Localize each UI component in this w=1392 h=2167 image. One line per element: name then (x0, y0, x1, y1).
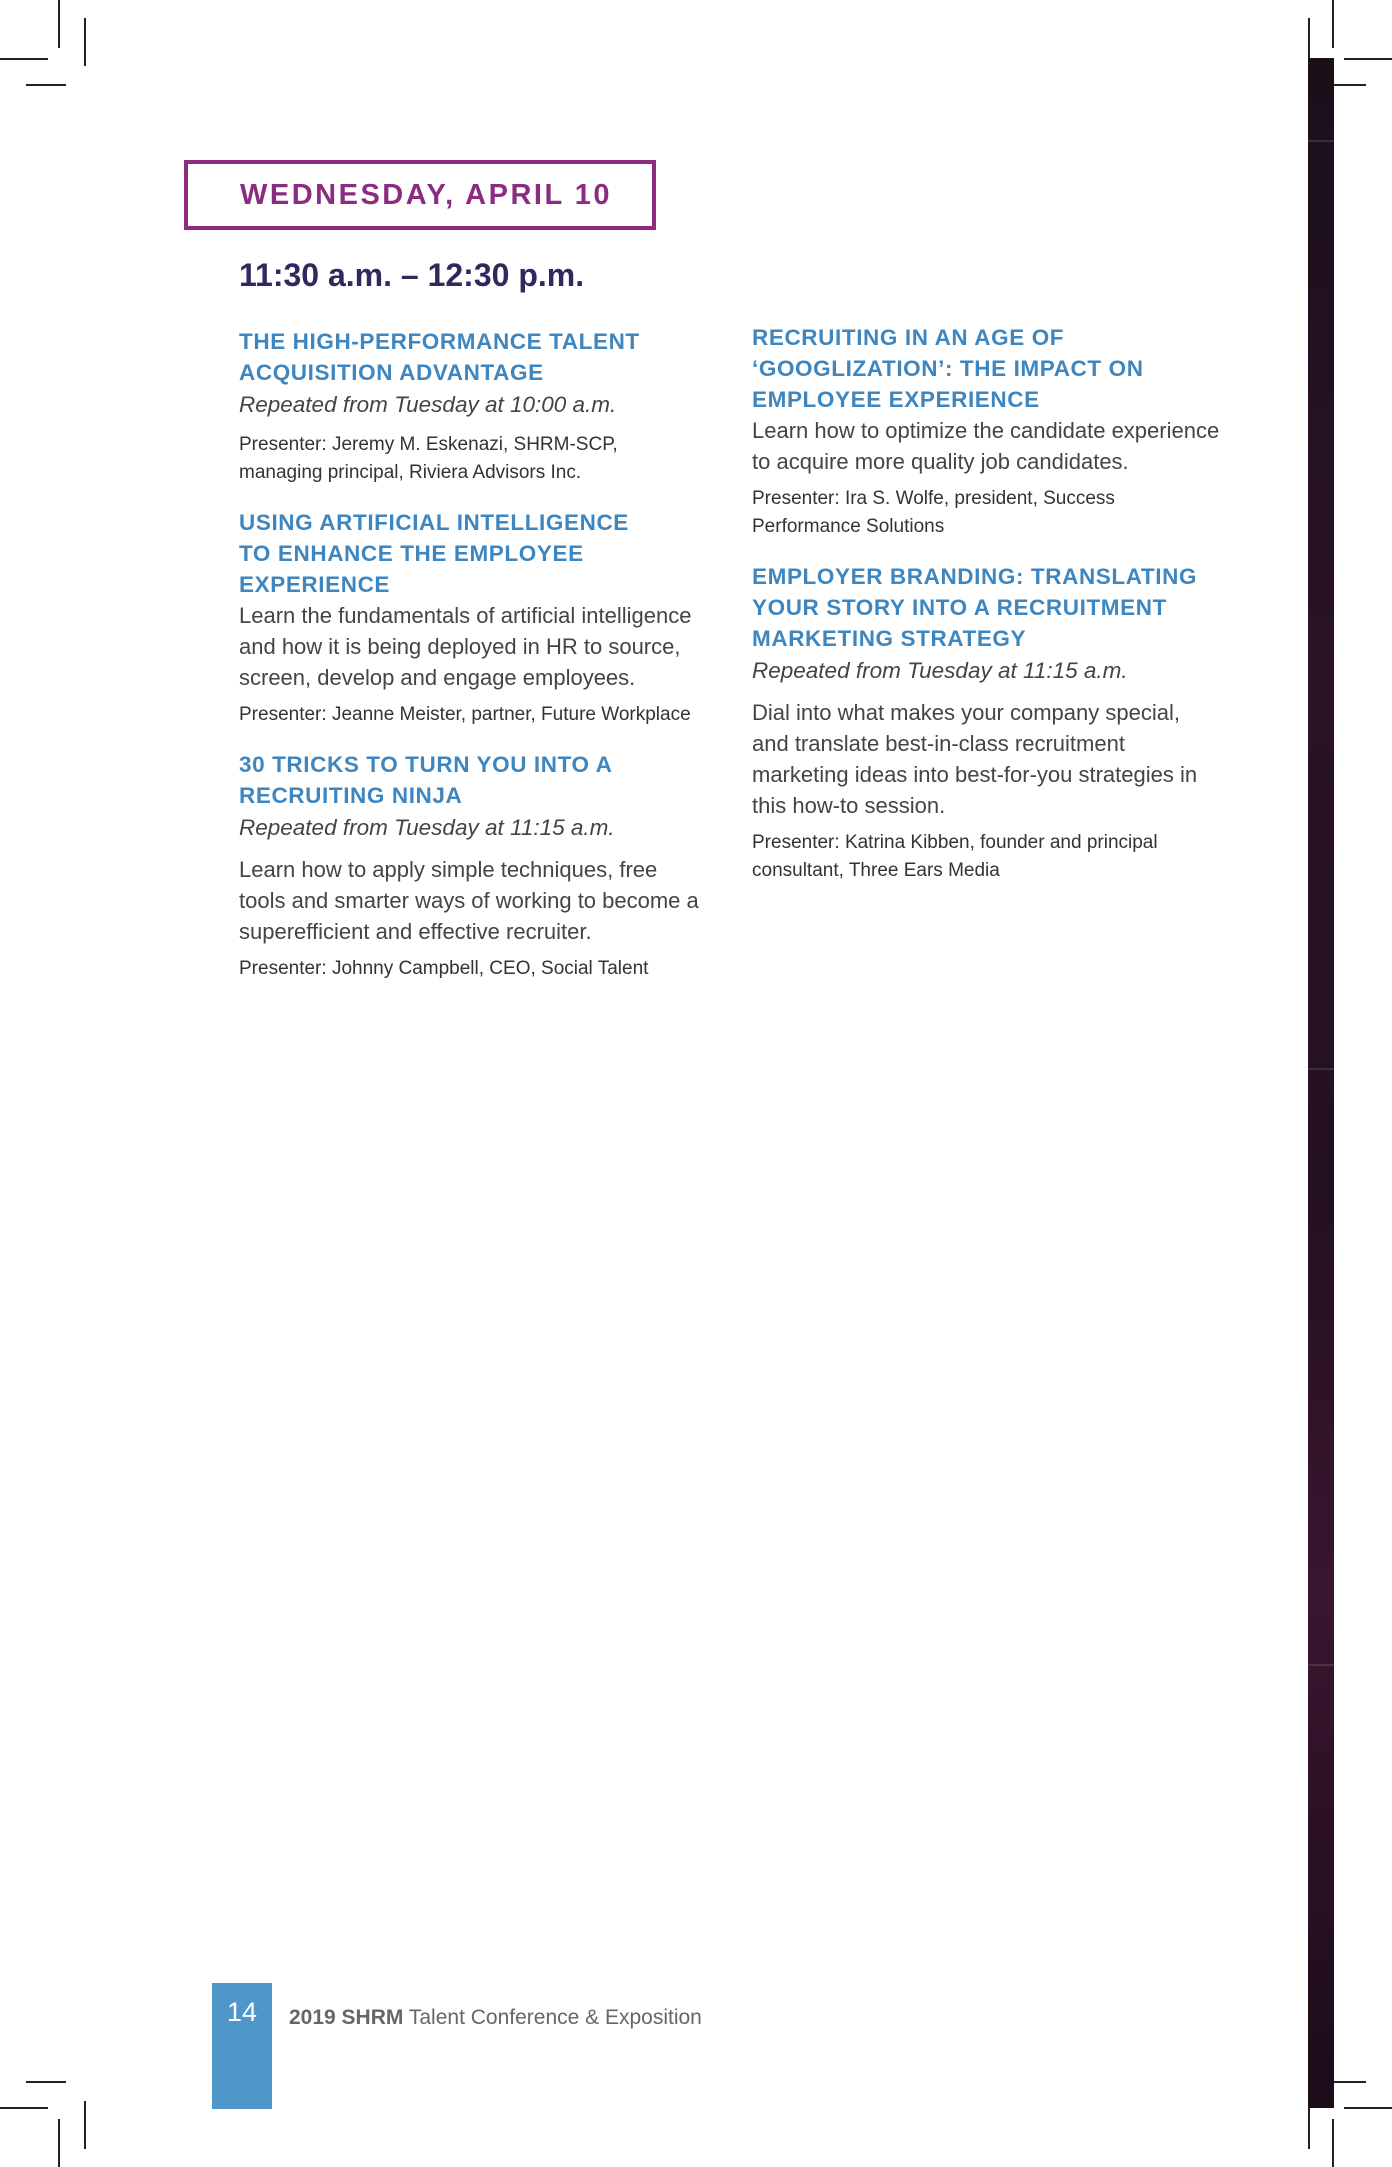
presenter-label: Presenter: (752, 832, 840, 853)
session-item (239, 507, 699, 729)
presenter-name: Katrina Kibben, founder and principal consultant, Three Ears Media (752, 832, 1158, 881)
session-title-line: RECRUITING NINJA (239, 783, 463, 808)
page-number: 14 (226, 1997, 258, 2027)
decorative-edge-strip (1308, 58, 1334, 2108)
presenter-name: Jeanne Meister, partner, Future Workplace (331, 704, 691, 725)
right-column (752, 322, 1222, 905)
time-slot-heading: 11:30 a.m. – 12:30 p.m. (239, 257, 585, 293)
session-item (752, 561, 1222, 885)
session-presenter (239, 431, 699, 487)
crop-mark (26, 84, 66, 86)
session-title (239, 326, 699, 388)
session-presenter (752, 829, 1222, 885)
session-title-line: 30 TRICKS TO TURN YOU INTO A (239, 752, 613, 777)
strip-divider (1308, 140, 1334, 142)
presenter-label: Presenter: (239, 704, 327, 725)
session-title-line: EMPLOYER BRANDING: TRANSLATING (752, 564, 1198, 589)
crop-mark (84, 18, 86, 66)
session-title (752, 322, 1222, 415)
session-presenter (752, 485, 1222, 541)
session-repeat-note: Repeated from Tuesday at 11:15 a.m. (752, 658, 1128, 683)
presenter-name: Ira S. Wolfe, president, Success Performance Solutions (752, 488, 1115, 537)
date-heading-box (184, 160, 656, 230)
crop-mark (84, 2101, 86, 2149)
session-description: Learn how to optimize the candidate experience to acquire more quality job candidates. (752, 418, 1220, 474)
session-presenter (239, 955, 699, 983)
date-heading: WEDNESDAY, APRIL 10 (240, 178, 612, 211)
crop-mark (58, 0, 60, 48)
session-description: Learn how to apply simple techniques, free tools and smarter ways of working to become a superefficient and effective recruiter. (239, 857, 699, 944)
session-title-line: YOUR STORY INTO A RECRUITMENT (752, 595, 1167, 620)
left-column (239, 326, 699, 1003)
session-title-line: USING ARTIFICIAL INTELLIGENCE (239, 510, 629, 535)
session-presenter (239, 701, 699, 729)
session-title-line: RECRUITING IN AN AGE OF (752, 325, 1065, 350)
session-item (239, 749, 699, 983)
session-title-line: TO ENHANCE THE EMPLOYEE (239, 541, 584, 566)
crop-mark (26, 2081, 66, 2083)
session-title-line: EXPERIENCE (239, 572, 391, 597)
session-repeat-note: Repeated from Tuesday at 10:00 a.m. (239, 392, 617, 417)
strip-divider (1308, 1664, 1334, 1666)
session-title-line: EMPLOYEE EXPERIENCE (752, 387, 1040, 412)
session-title (752, 561, 1222, 654)
session-title-line: ‘GOOGLIZATION’: THE IMPACT ON (752, 356, 1144, 381)
strip-divider (1308, 1068, 1334, 1070)
session-title-line: ACQUISITION ADVANTAGE (239, 360, 544, 385)
crop-mark (1332, 2119, 1334, 2167)
presenter-label: Presenter: (752, 488, 840, 509)
presenter-name: Jeremy M. Eskenazi, SHRM-SCP, managing principal, Riviera Advisors Inc. (239, 434, 618, 483)
presenter-label: Presenter: (239, 958, 327, 979)
crop-mark (58, 2119, 60, 2167)
session-description: Dial into what makes your company special, and translate best-in-class recruitment marketing ideas into best-for-you strategies in this how-to session. (752, 700, 1198, 818)
crop-mark (0, 2107, 48, 2109)
session-title (239, 507, 699, 600)
session-title-line: MARKETING STRATEGY (752, 626, 1027, 651)
session-item (752, 322, 1222, 541)
session-title-line: THE HIGH-PERFORMANCE TALENT (239, 329, 640, 354)
session-title (239, 749, 699, 811)
crop-mark (0, 58, 48, 60)
crop-mark (1344, 2107, 1392, 2109)
presenter-label: Presenter: (239, 434, 327, 455)
footer-event-name: Talent Conference & Exposition (408, 2006, 702, 2029)
session-repeat-note: Repeated from Tuesday at 11:15 a.m. (239, 815, 615, 840)
crop-mark (1344, 58, 1392, 60)
footer-publication-title (289, 2006, 702, 2030)
session-description: Learn the fundamentals of artificial intelligence and how it is being deployed in HR to source, screen, develop and engage employees. (239, 603, 692, 690)
presenter-name: Johnny Campbell, CEO, Social Talent (331, 958, 649, 979)
crop-mark (1308, 2101, 1310, 2149)
footer-brand: 2019 SHRM (289, 2006, 404, 2029)
crop-mark (1332, 0, 1334, 48)
session-item (239, 326, 699, 487)
